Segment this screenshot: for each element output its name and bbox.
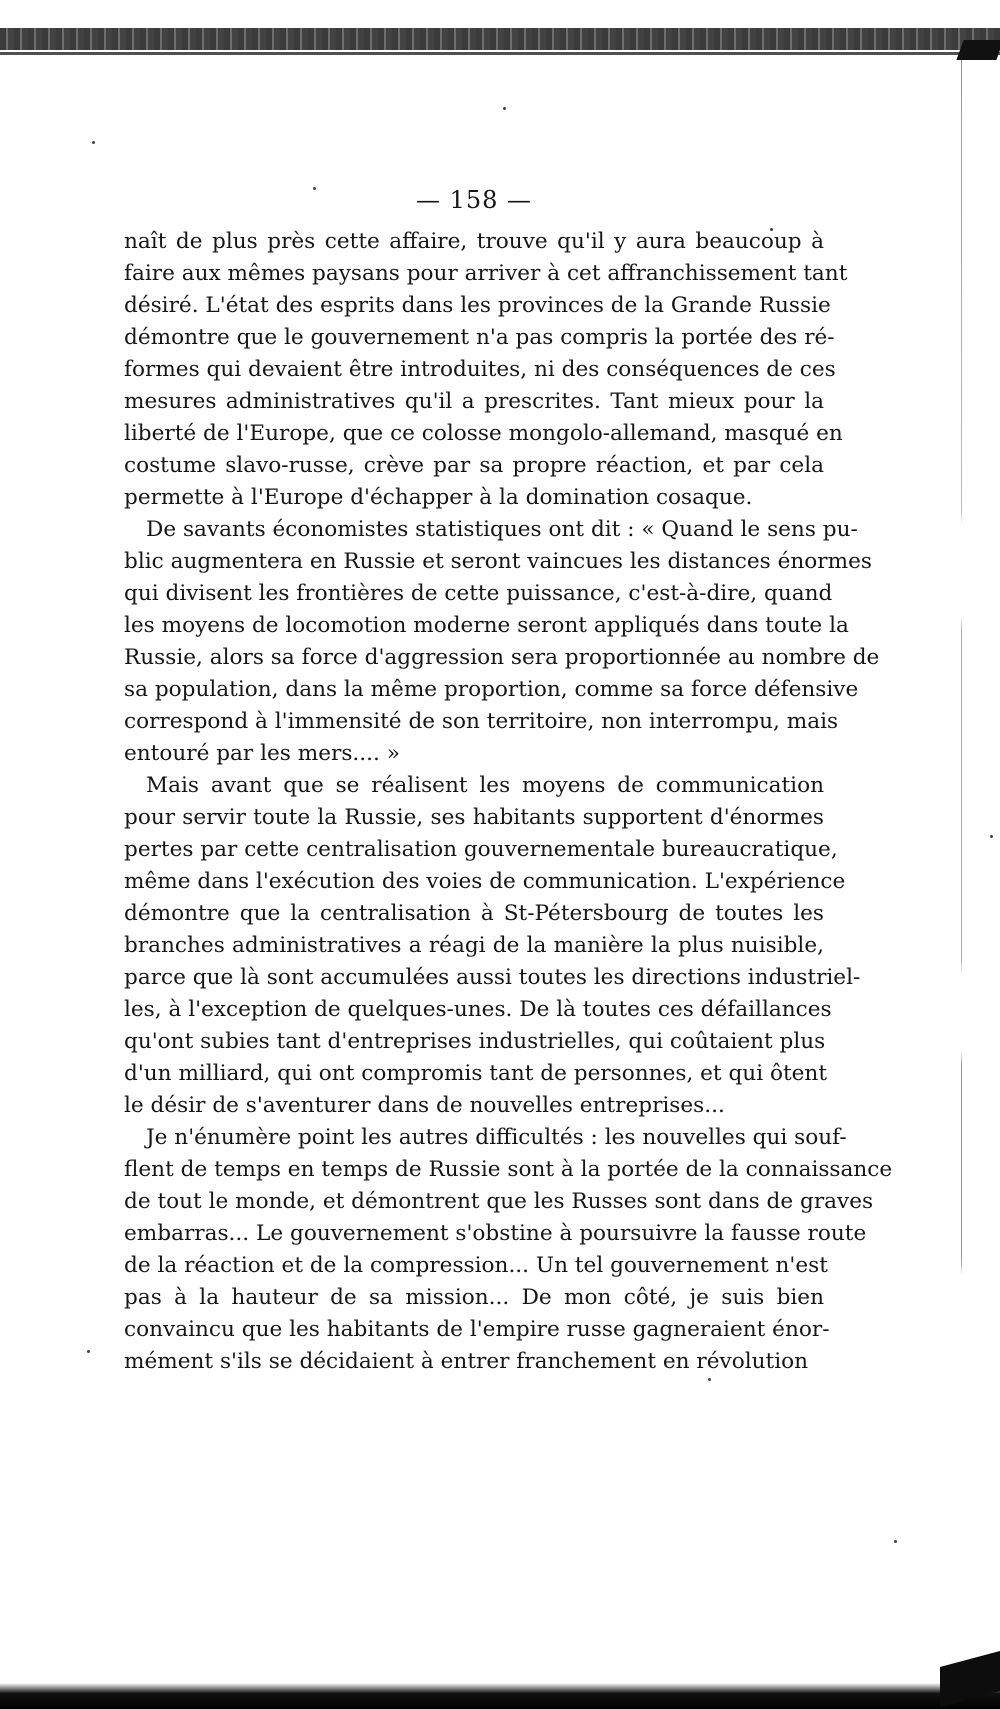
scan-margin-shadow: [961, 60, 962, 1560]
text-line: Je n'énumère point les autres difficultés : les nouvelles qui souf-: [146, 1125, 847, 1150]
text-line: Russie, alors sa force d'aggression sera proportionnée au nombre de: [124, 645, 880, 670]
text-line: mément s'ils se décidaient à entrer franchement en révolution: [124, 1349, 809, 1374]
scan-bottom-edge: [0, 1683, 1000, 1709]
text-line: entouré par les mers.... »: [124, 741, 400, 766]
text-line: flent de temps en temps de Russie sont à la portée de la connaissance: [124, 1157, 893, 1182]
book-page: [124, 186, 893, 1378]
text-line: liberté de l'Europe, que ce colosse mongolo-allemand, masqué en: [124, 421, 843, 446]
text-line: pour servir toute la Russie, ses habitants supportent d'énormes: [124, 805, 824, 830]
text-line: mesures administratives qu'il a prescrites. Tant mieux pour la: [124, 389, 824, 414]
paragraph: [124, 770, 861, 1122]
scan-top-edge: [0, 28, 1000, 50]
text-line: parce que là sont accumulées aussi toutes les directions industriel-: [124, 965, 861, 990]
paragraph: [124, 1122, 893, 1378]
scan-speck: [708, 1378, 711, 1381]
text-line: costume slavo-russe, crève par sa propre réaction, et par cela: [124, 453, 824, 478]
scan-speck: [503, 107, 506, 110]
scan-speck: [894, 1540, 897, 1543]
text-line: qui divisent les frontières de cette puissance, c'est-à-dire, quand: [124, 581, 833, 606]
text-line: permette à l'Europe d'échapper à la domination cosaque.: [124, 485, 753, 510]
text-line: d'un milliard, qui ont compromis tant de personnes, et qui ôtent: [124, 1061, 828, 1086]
text-line: formes qui devaient être introduites, ni des conséquences de ces: [124, 357, 836, 382]
text-line: correspond à l'immensité de son territoire, non interrompu, mais: [124, 709, 839, 734]
text-line: sa population, dans la même proportion, comme sa force défensive: [124, 677, 859, 702]
text-line: pertes par cette centralisation gouvernementale bureaucratique,: [124, 837, 838, 862]
text-line: démontre que le gouvernement n'a pas compris la portée des ré-: [124, 325, 835, 350]
text-line: embarras... Le gouvernement s'obstine à poursuivre la fausse route: [124, 1221, 867, 1246]
scan-speck: [92, 141, 95, 144]
text-line: qu'ont subies tant d'entreprises industrielles, qui coûtaient plus: [124, 1029, 826, 1054]
page-body-text: [124, 226, 893, 1378]
text-line: les moyens de locomotion moderne seront appliqués dans toute la: [124, 613, 849, 638]
scan-speck: [87, 1350, 90, 1353]
page-number: — 158 —: [415, 186, 533, 214]
text-line: faire aux mêmes paysans pour arriver à cet affranchissement tant: [124, 261, 848, 286]
text-line: le désir de s'aventurer dans de nouvelles entreprises...: [124, 1093, 725, 1118]
scan-speck: [990, 835, 993, 838]
text-line: désiré. L'état des esprits dans les provinces de la Grande Russie: [124, 293, 831, 318]
text-line: naît de plus près cette affaire, trouve qu'il y aura beaucoup à: [124, 229, 824, 254]
text-line: même dans l'exécution des voies de communication. L'expérience: [124, 869, 846, 894]
text-line: blic augmentera en Russie et seront vaincues les distances énormes: [124, 549, 872, 574]
text-line: Mais avant que se réalisent les moyens de communication: [146, 773, 824, 798]
scan-top-right-corner: [956, 40, 1000, 60]
text-line: les, à l'exception de quelques-unes. De là toutes ces défaillances: [124, 997, 832, 1022]
text-line: De savants économistes statistiques ont dit : « Quand le sens pu-: [146, 517, 858, 542]
text-line: pas à la hauteur de sa mission... De mon côté, je suis bien: [124, 1285, 824, 1310]
paragraph: [124, 514, 880, 770]
text-line: convaincu que les habitants de l'empire russe gagneraient énor-: [124, 1317, 830, 1342]
text-line: de la réaction et de la compression... Un tel gouvernement n'est: [124, 1253, 828, 1278]
text-line: démontre que la centralisation à St-Pétersbourg de toutes les: [124, 901, 824, 926]
text-line: branches administratives a réagi de la manière la plus nuisible,: [124, 933, 824, 958]
paragraph: [124, 226, 848, 514]
text-line: de tout le monde, et démontrent que les Russes sont dans de graves: [124, 1189, 874, 1214]
